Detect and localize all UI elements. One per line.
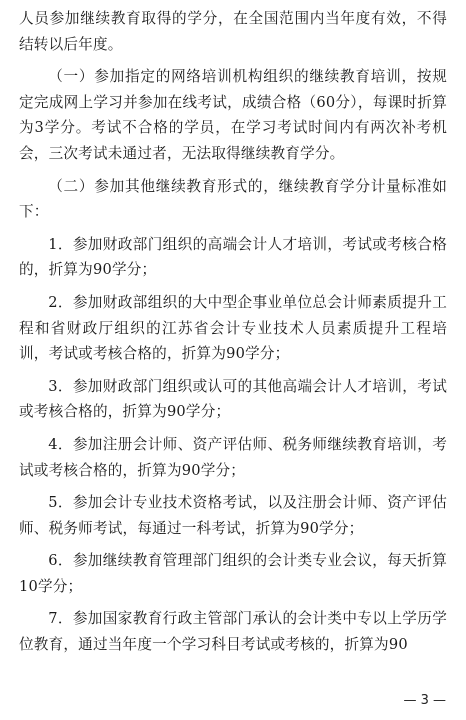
paragraph-gap (19, 599, 447, 606)
paragraph-continuation: 人员参加继续教育取得的学分，在全国范围内当年度有效，不得结转以后年度。 (19, 10, 447, 53)
list-item-4: 4．参加注册会计师、资产评估师、税务师继续教育培训，考试或考核合格的，折算为90学分； (19, 435, 447, 479)
page-number: — 3 — (403, 693, 446, 708)
paragraph-gap (19, 57, 447, 64)
list-item-2: 2．参加财政部组织的大中型企事业单位总会计师素质提升工程和省财政厅组织的江苏省会计专业技术人员素质提升工程培训，考试或考核合格的，折算为90学分； (19, 293, 447, 363)
list-item-1: 1．参加财政部门组织的高端会计人才培训，考试或考核合格的，折算为90学分； (19, 235, 447, 279)
paragraph-gap (19, 167, 447, 174)
paragraph-gap (19, 425, 447, 432)
paragraph-gap (19, 367, 447, 374)
list-item-3: 3．参加财政部门组织或认可的其他高端会计人才培训，考试或考核合格的，折算为90学分； (19, 377, 447, 421)
list-item-7: 7．参加国家教育行政主管部门承认的会计类中专以上学历学位教育，通过当年度一个学习科目考试或考核的，折算为90 (19, 610, 447, 654)
paragraph-gap (19, 541, 447, 548)
list-item-6: 6．参加继续教育管理部门组织的会计类专业会议，每天折算10学分； (19, 552, 447, 595)
list-item-5: 5．参加会计专业技术资格考试，以及注册会计师、资产评估师、税务师考试，每通过一科考试，折算为90学分； (19, 494, 447, 537)
paragraph-gap (19, 283, 447, 290)
paragraph-other-forms: （二）参加其他继续教育形式的，继续教育学分计量标准如下： (19, 177, 447, 221)
paragraph-online-training: （一）参加指定的网络培训机构组织的继续教育培训，按规定完成网上学习并参加在线考试，成绩合格（60分），每课时折算为3学分。考试不合格的学员，在学习考试时间内有两次补考机会，三次考试未通过者，无法取得继续教育学分。 (19, 68, 447, 162)
paragraph-gap (19, 225, 447, 232)
paragraph-gap (19, 483, 447, 490)
document-page (19, 6, 447, 658)
